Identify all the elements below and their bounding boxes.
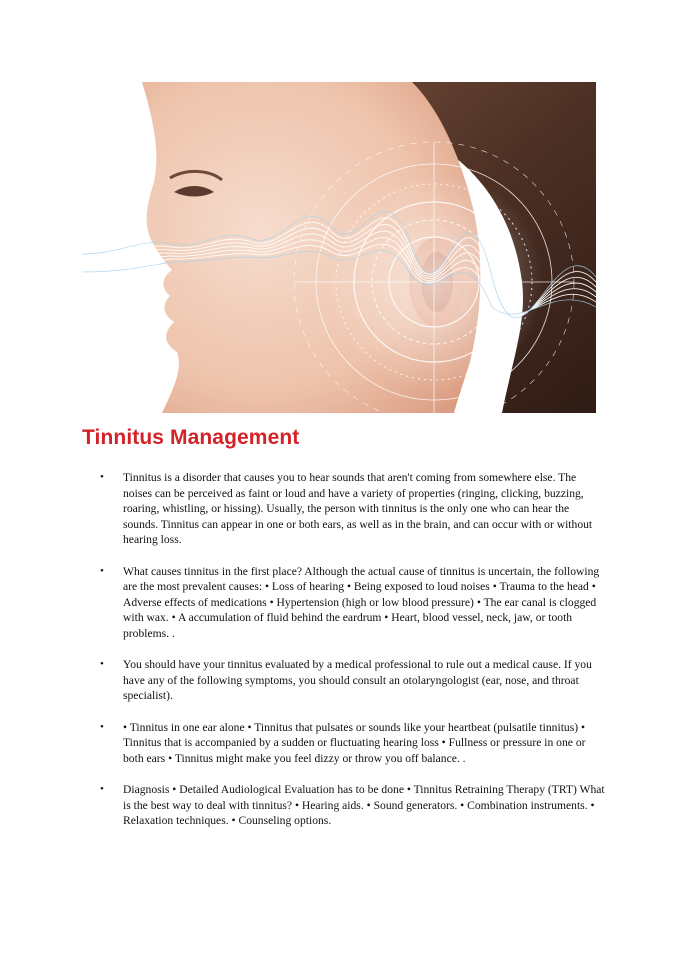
page-title: Tinnitus Management [82, 426, 300, 449]
bullet-list [100, 470, 605, 845]
bullet-icon: • [100, 783, 104, 795]
list-item [100, 564, 605, 642]
bullet-icon: • [100, 471, 104, 483]
bullet-icon: • [100, 658, 104, 670]
bullet-icon: • [100, 564, 104, 577]
list-item [100, 470, 605, 548]
ear-sound-wave-illustration [82, 82, 596, 413]
hero-image [82, 82, 596, 413]
list-item [100, 720, 605, 767]
paragraph-text: • Tinnitus in one ear alone • Tinnitus that pulsates or sounds like your heartbeat (pulsatile tinnitus) • Tinnitus that is accompanied by a sudden or fluctuating hearing loss • Fullness or pressure in one or both ears • Tinnitus might make you feel dizzy or throw you off balance. . [123, 720, 586, 765]
paragraph-text: What causes tinnitus in the first place? Although the actual cause of tinnitus is uncertain, the following are the most prevalent causes: • Loss of hearing • Being exposed to loud noises • Trauma to the head • Adverse effects of medications • Hypertension (high or low blood pressure) • The ear canal is clogged with wax. • A accumulation of fluid behind the eardrum • Heart, blood vessel, neck, jaw, or tooth problems. . [123, 564, 600, 640]
list-item [100, 657, 605, 704]
bullet-icon: • [100, 720, 104, 733]
paragraph-text: You should have your tinnitus evaluated by a medical professional to rule out a medical cause. If you have any of the following symptoms, you should consult an otolaryngologist (ear, nose, and throat specialist). [123, 658, 592, 702]
list-item [100, 782, 605, 829]
paragraph-text: Tinnitus is a disorder that causes you to hear sounds that aren't coming from somewhere else. The noises can be perceived as faint or loud and have a variety of properties (ringing, clicking, buzzing, roaring, whistling, or hissing). Usually, the person with tinnitus is the only one who can hear the sounds. Tinnitus can appear in one or both ears, as well as in the brain, and can occur with or without hearing loss. [123, 471, 593, 546]
paragraph-text: Diagnosis • Detailed Audiological Evaluation has to be done • Tinnitus Retraining Therapy (TRT) What is the best way to deal with tinnitus? • Hearing aids. • Sound generators. • Combination instruments. • Relaxation techniques. • Counseling options. [123, 783, 605, 827]
